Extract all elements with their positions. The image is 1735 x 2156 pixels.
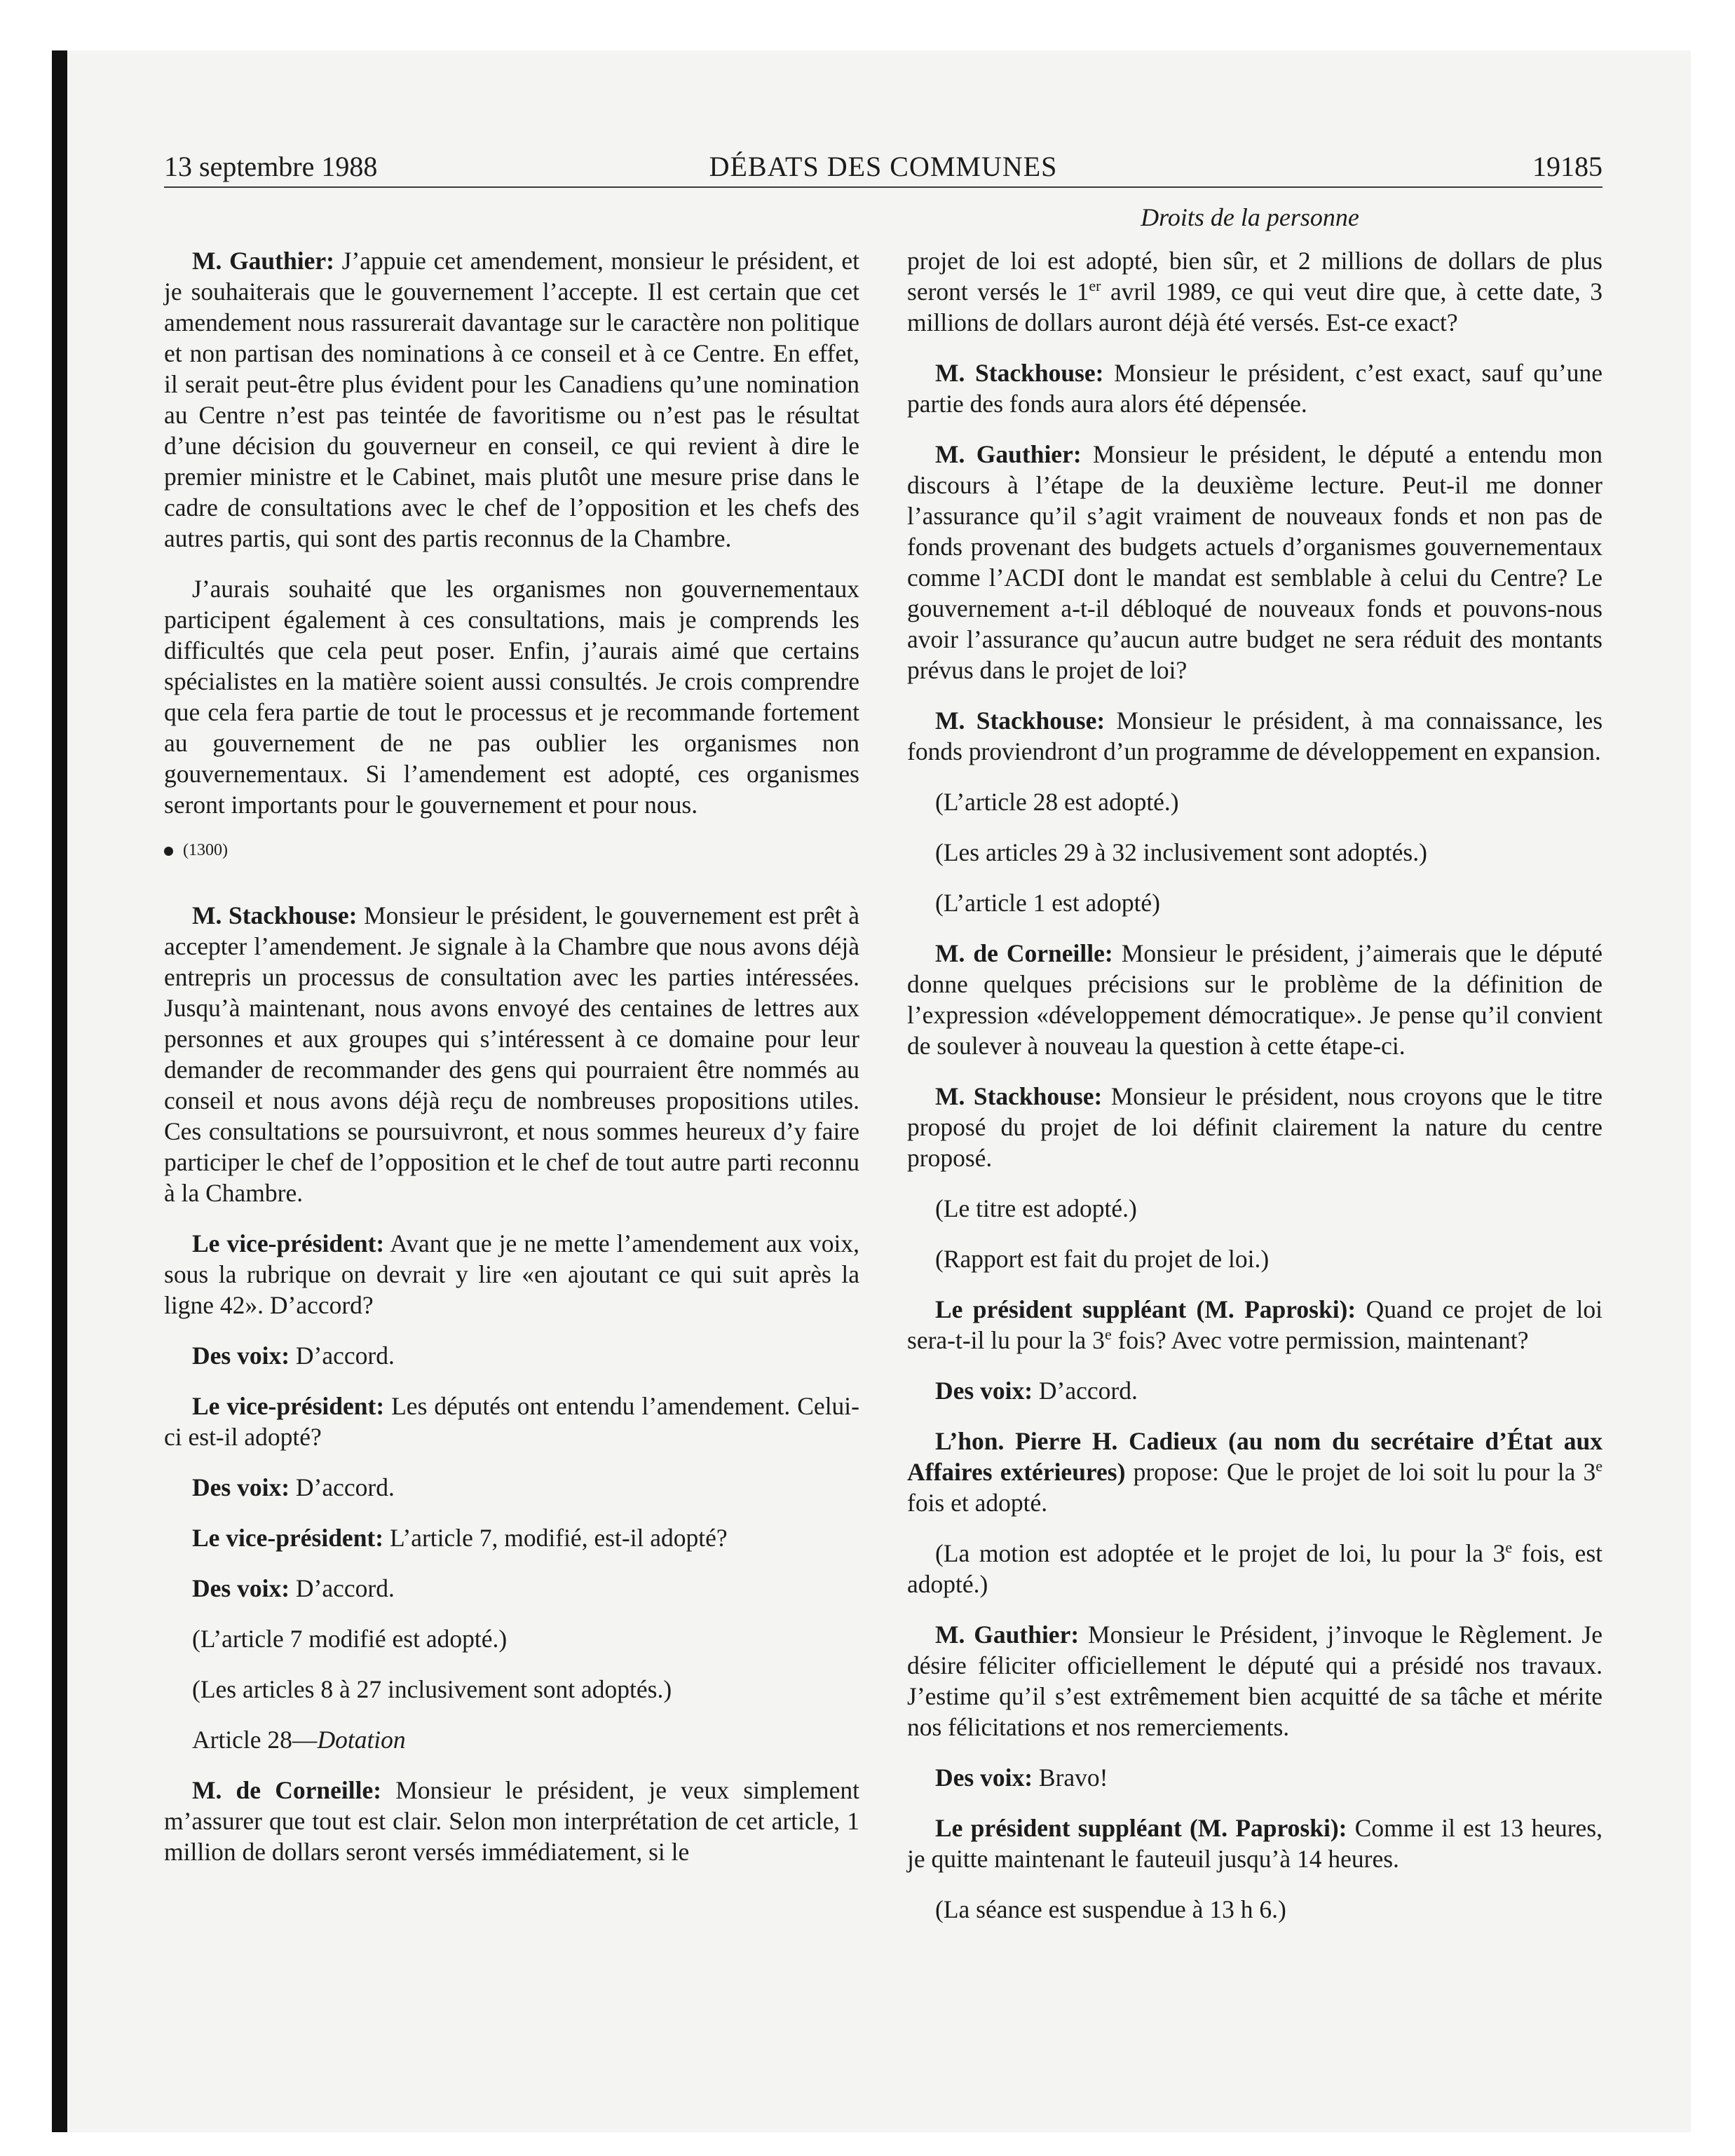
speaker-name: Des voix: xyxy=(935,1377,1033,1405)
speaker-name: M. Gauthier: xyxy=(935,1621,1080,1649)
paragraph-text: Avant que je ne mette l’amendement aux voix, sous la rubrique on devrait y lire «en ajoutant ce qui suit après la ligne 42». D’accord? xyxy=(164,1229,859,1319)
paragraph xyxy=(164,1228,859,1321)
paragraph-text: D’accord. xyxy=(290,1342,395,1370)
paragraph-text: Monsieur le président, j’aimerais que le député donne quelques précisions sur le problème de la définition de l’expression «développement démocratique». Je pense qu’il convient de soulever à nouveau la question à cette étape-ci. xyxy=(907,939,1603,1060)
speaker-name: M. Stackhouse: xyxy=(192,901,358,929)
superscript: e xyxy=(1595,1457,1603,1475)
superscript: e xyxy=(1104,1325,1112,1344)
procedural-note: (L’article 1 est adopté) xyxy=(935,889,1161,917)
paragraph-text: Monsieur le président, le gouvernement est prêt à accepter l’amendement. Je signale à la Chambre que nous avons déjà entrepris un processus de consultation avec les parties intéressées. Jusqu’à maintenant, nous avons envoyé des centaines de lettres aux personnes et aux groupes qui s’intéressent à ce domaine pour leur demander de recommander des gens qui pourraient être nommés au conseil et nous avons déjà reçu de nombreuses propositions utiles. Ces consultations se poursuivront, et nous sommes heureux d’y faire participer le chef de l’opposition et le chef de tout autre parti reconnu à la Chambre. xyxy=(164,901,860,1207)
paragraph-text: J’aurais souhaité que les organismes non gouvernementaux participent également à ces consultations, mais je comprends les difficultés que cela peut poser. Enfin, j’aurais aimé que certains spécialistes en la matière soient aussi consultés. Je crois comprendre que cela fera partie de tout le processus et je recommande fortement au gouvernement de ne pas oublier les organismes non gouvernementaux. Si l’amendement est adopté, ces organismes seront importants pour le gouvernement et pour nous. xyxy=(164,575,859,819)
paragraph-text: Monsieur le président, à ma connaissance, les fonds proviendront d’un programme de développement en expansion. xyxy=(907,707,1603,765)
superscript: er xyxy=(1089,277,1101,295)
article-heading xyxy=(164,1724,859,1755)
left-column xyxy=(164,245,859,1887)
speaker-name: Des voix: xyxy=(192,1574,290,1602)
procedural-note: (Les articles 8 à 27 inclusivement sont adoptés.) xyxy=(192,1675,672,1703)
superscript: e xyxy=(1505,1538,1513,1557)
paragraph-text: Les députés ont entendu l’amendement. Celui-ci est-il adopté? xyxy=(164,1392,859,1451)
procedural-note xyxy=(907,1538,1603,1599)
paragraph-text: Monsieur le président, nous croyons que le titre proposé du projet de loi définit clairement la nature du centre proposé. xyxy=(907,1082,1603,1172)
running-header xyxy=(164,147,1603,188)
paragraph xyxy=(907,1081,1603,1173)
paragraph xyxy=(164,1775,859,1867)
paragraph-text: D’accord. xyxy=(290,1574,395,1602)
paragraph-text: projet de loi est adopté, bien sûr, et 2 millions de dollars de plus seront versés le 1 xyxy=(907,247,1603,306)
paragraph-text: Monsieur le président, le député a entendu mon discours à l’étape de la deuxième lecture. Peut-il me donner l’assurance qu’il s’agit vraiment de nouveaux fonds et non pas de fonds provenant des budgets actuels d’organismes gouvernementaux comme l’ACDI dont le mandat est semblable à celui du Centre? Le gouvernement a-t-il débloqué de nouveaux fonds et pouvons-nous avoir l’assurance qu’aucun autre budget ne sera réduit des montants prévus dans le projet de loi? xyxy=(907,440,1603,684)
paragraph xyxy=(164,245,859,554)
paragraph-text: Quand ce projet de loi sera-t-il lu pour la 3 xyxy=(907,1295,1603,1354)
paragraph-text: Bravo! xyxy=(1033,1763,1108,1792)
speaker-name: Le président suppléant (M. Paproski): xyxy=(935,1814,1347,1842)
paragraph xyxy=(907,1426,1603,1518)
section-title: Droits de la personne xyxy=(1141,203,1359,231)
paragraph xyxy=(907,705,1603,767)
speaker-name: M. de Corneille: xyxy=(935,939,1113,967)
speaker-name: M. de Corneille: xyxy=(192,1776,382,1804)
paragraph xyxy=(164,1340,859,1371)
procedural-note: (L’article 7 modifié est adopté.) xyxy=(192,1625,508,1653)
speaker-name: M. Stackhouse: xyxy=(935,359,1104,387)
paragraph xyxy=(907,1294,1603,1356)
procedural-note: (Rapport est fait du projet de loi.) xyxy=(935,1245,1270,1273)
procedural-note: (Les articles 29 à 32 inclusivement sont adoptés.) xyxy=(935,838,1427,866)
paragraph xyxy=(907,1762,1603,1793)
paragraph xyxy=(907,1375,1603,1406)
speaker-name: M. Gauthier: xyxy=(192,247,334,275)
paragraph xyxy=(907,245,1603,338)
paragraph-text: Comme il est 13 heures, je quitte maintenant le fauteuil jusqu’à 14 heures. xyxy=(907,1814,1603,1873)
paragraph-text: Monsieur le président, je veux simplement m’assurer que tout est clair. Selon mon interprétation de cet article, 1 million de dollars seront versés immédiatement, si le xyxy=(164,1776,859,1866)
speaker-name: L’hon. Pierre H. Cadieux (au nom du secrétaire d’État aux Affaires extérieures) xyxy=(907,1427,1603,1486)
procedural-note: (Le titre est adopté.) xyxy=(935,1194,1137,1222)
paragraph-text: D’accord. xyxy=(1033,1377,1138,1405)
speaker-name: Des voix: xyxy=(192,1473,290,1501)
time-marker xyxy=(164,840,859,861)
speaker-name: Le président suppléant (M. Paproski): xyxy=(935,1295,1356,1323)
scan-edge xyxy=(52,50,67,2132)
paragraph-text: fois et adopté. xyxy=(907,1489,1048,1517)
paragraph xyxy=(164,573,859,820)
paragraph-text: L’article 7, modifié, est-il adopté? xyxy=(383,1524,728,1552)
paragraph-text: (La motion est adoptée et le projet de loi, lu pour la 3 xyxy=(935,1539,1506,1567)
procedural-note: (L’article 28 est adopté.) xyxy=(935,788,1179,816)
paragraph-text: fois, est adopté.) xyxy=(907,1539,1603,1598)
paragraph xyxy=(164,1472,859,1503)
bullet-icon xyxy=(164,847,173,856)
paragraph-text: J’appuie cet amendement, monsieur le président, et je souhaiterais que le gouvernement l’accepte. Il est certain que cet amendement nous rassurerait davantage sur le caractère non politique et non partisan des nominations à ce conseil et à ce Centre. En effet, il serait peut-être plus évident pour les Canadiens qu’une nomination au Centre n’est pas teintée de favoritisme ou n’est pas le résultat d’une décision du gouverneur en conseil, ce qui revient à dire le premier ministre et le Cabinet, mais plutôt une mesure prise dans le cadre de consultations avec le chef de l’opposition et les chefs des autres partis, qui sont des partis reconnus de la Chambre. xyxy=(164,247,859,552)
paragraph xyxy=(907,357,1603,419)
paragraph xyxy=(907,1813,1603,1874)
paragraph-text: fois? Avec votre permission, maintenant? xyxy=(1111,1326,1529,1354)
speaker-name: Des voix: xyxy=(935,1763,1033,1792)
header-date: 13 septembre 1988 xyxy=(164,151,378,182)
paragraph-text: D’accord. xyxy=(290,1473,395,1501)
time-marker-text: (1300) xyxy=(183,841,228,859)
paragraph xyxy=(907,1619,1603,1742)
article-heading-italic: Dotation xyxy=(317,1726,406,1754)
right-column xyxy=(907,245,1603,1944)
paragraph xyxy=(164,1573,859,1604)
paragraph xyxy=(164,1391,859,1452)
paragraph xyxy=(164,900,859,1208)
speaker-name: M. Gauthier: xyxy=(935,440,1082,468)
article-heading-text: Article 28— xyxy=(192,1726,318,1754)
speaker-name: Le vice-président: xyxy=(192,1524,384,1552)
speaker-name: Des voix: xyxy=(192,1342,290,1370)
paragraph-text: avril 1989, ce qui veut dire que, à cette date, 3 millions de dollars auront déjà été versés. Est-ce exact? xyxy=(907,278,1603,336)
paragraph-text: Monsieur le Président, j’invoque le Règlement. Je désire féliciter officiellement le député qui a présidé nos travaux. J’estime qu’il s’est extrêmement bien acquitté de sa tâche et mérite nos félicitations et nos remerciements. xyxy=(907,1621,1603,1741)
speaker-name: Le vice-président: xyxy=(192,1392,385,1420)
paragraph xyxy=(164,1522,859,1553)
header-journal-title: DÉBATS DES COMMUNES xyxy=(709,151,1058,182)
speaker-name: M. Stackhouse: xyxy=(935,1082,1103,1110)
paragraph-text: propose: Que le projet de loi soit lu pour la 3 xyxy=(1125,1458,1596,1486)
paragraph xyxy=(907,938,1603,1061)
speaker-name: M. Stackhouse: xyxy=(935,707,1105,735)
paragraph-text: Monsieur le président, c’est exact, sauf qu’une partie des fonds aura alors été dépensée. xyxy=(907,359,1603,418)
header-page-number: 19185 xyxy=(1532,151,1603,182)
speaker-name: Le vice-président: xyxy=(192,1229,385,1257)
procedural-note: (La séance est suspendue à 13 h 6.) xyxy=(935,1895,1286,1923)
paragraph xyxy=(907,439,1603,685)
